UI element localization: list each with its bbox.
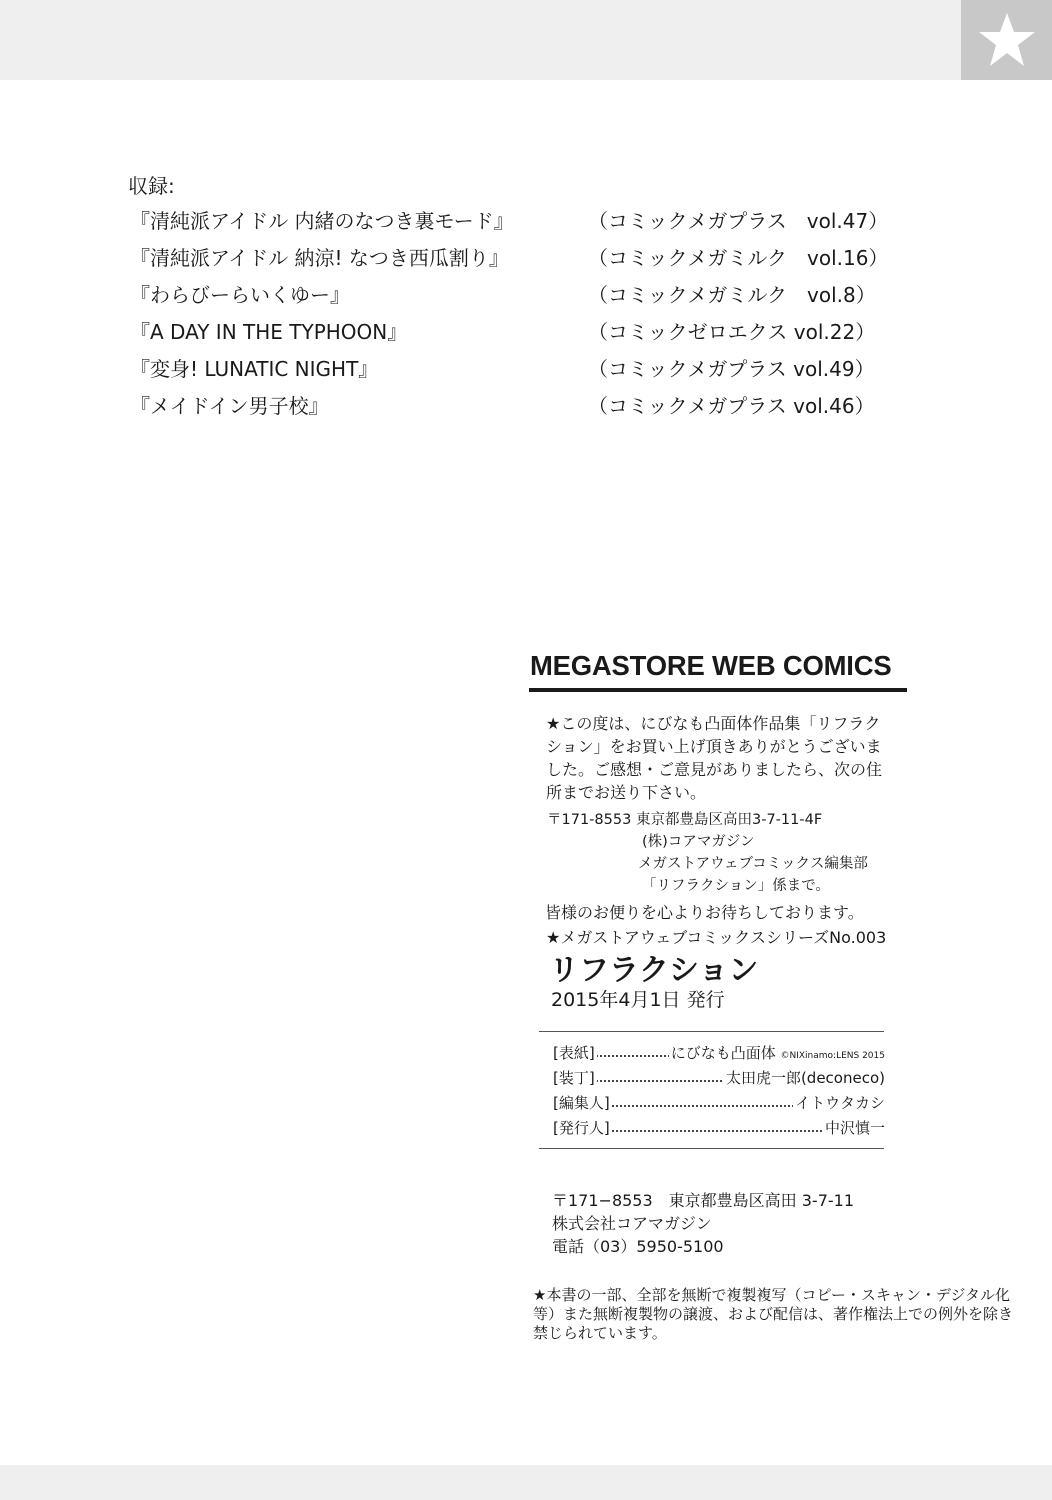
star-icon [977, 11, 1037, 69]
waiting-message: 皆様のお便りを心よりお待ちしております。 [545, 903, 864, 922]
mail-department: メガストアウェブコミックス編集部 [638, 856, 868, 872]
work-title: 『A DAY IN THE TYPHOON』 [130, 320, 408, 344]
credit-value: 太田虎一郎(deconeco) [725, 1069, 885, 1087]
mail-address: 東京都豊島区高田3-7-11-4F [636, 812, 823, 828]
work-title: 『清純派アイドル 納涼! なつき西瓜割り』 [130, 246, 509, 270]
work-row [130, 279, 910, 309]
top-band [0, 0, 1052, 80]
work-source: （コミックゼロエクス vol.22） [588, 320, 876, 344]
divider-rule [539, 1031, 884, 1032]
work-row [130, 316, 910, 346]
credit-value: 中沢慎一 [824, 1119, 885, 1137]
credit-row [553, 1042, 885, 1064]
credit-row [553, 1067, 885, 1089]
mail-attention: 「リフラクション」係まで。 [642, 878, 830, 894]
mail-company: (株)コアマガジン [642, 834, 755, 850]
work-source: （コミックメガミルク vol.16） [588, 246, 889, 270]
work-row [130, 242, 910, 272]
work-row [130, 390, 910, 420]
series-number: ★メガストアウェブコミックスシリーズNo.003 [546, 928, 887, 947]
publisher-phone: 電話（03）5950-5100 [552, 1237, 724, 1256]
contents-heading: 収録: [128, 174, 175, 198]
publisher-address: 〒171−8553 東京都豊島区高田 3-7-11 [552, 1191, 855, 1210]
issue-date: 2015年4月1日 発行 [551, 989, 725, 1011]
publisher-name: 株式会社コアマガジン [552, 1214, 712, 1233]
credit-label: [表紙] [553, 1044, 595, 1062]
work-source: （コミックメガプラス vol.49） [588, 357, 875, 381]
bottom-band [0, 1465, 1052, 1500]
copyright-notice: ★本書の一部、全部を無断で複製複写（コピー・スキャン・デジタル化等）また無断複製物の譲渡、および配信は、著作権法上での例外を除き禁じられています。 [533, 1286, 1014, 1342]
credit-label: [編集人] [553, 1094, 610, 1112]
thanks-message: ★この度は、にびなも凸面体作品集「リフラクション」をお買い上げ頂きありがとうございました。ご感想・ご意見がありましたら、次の住所までお送り下さい。 [546, 714, 883, 802]
work-title: 『メイドイン男子校』 [130, 394, 329, 418]
work-source: （コミックメガプラス vol.46） [588, 394, 875, 418]
credit-label: [装丁] [553, 1069, 595, 1087]
credit-value: にびなも凸面体 [670, 1044, 776, 1062]
credit-row [553, 1117, 885, 1139]
work-title: 『わらびーらいくゆー』 [130, 283, 350, 307]
work-source: （コミックメガミルク vol.8） [588, 283, 876, 307]
credit-label: [発行人] [553, 1119, 610, 1137]
brand-underline [529, 688, 907, 692]
work-title: 『清純派アイドル 内緒のなつき裏モード』 [130, 209, 514, 233]
brand-logo-text: MEGASTORE WEB COMICS [530, 650, 892, 681]
book-title: リフラクション [549, 953, 759, 988]
credit-value: イトウタカシ [795, 1094, 885, 1112]
credit-copyright: ©NIXinamo:LENS 2015 [780, 1051, 885, 1061]
work-row [130, 205, 910, 235]
corner-star-box [961, 0, 1052, 80]
work-title: 『変身! LUNATIC NIGHT』 [130, 357, 379, 381]
mail-postal-code: 〒171-8553 [547, 812, 632, 828]
work-row [130, 353, 910, 383]
work-source: （コミックメガプラス vol.47） [588, 209, 889, 233]
credit-row [553, 1092, 885, 1114]
divider-rule [539, 1148, 884, 1149]
